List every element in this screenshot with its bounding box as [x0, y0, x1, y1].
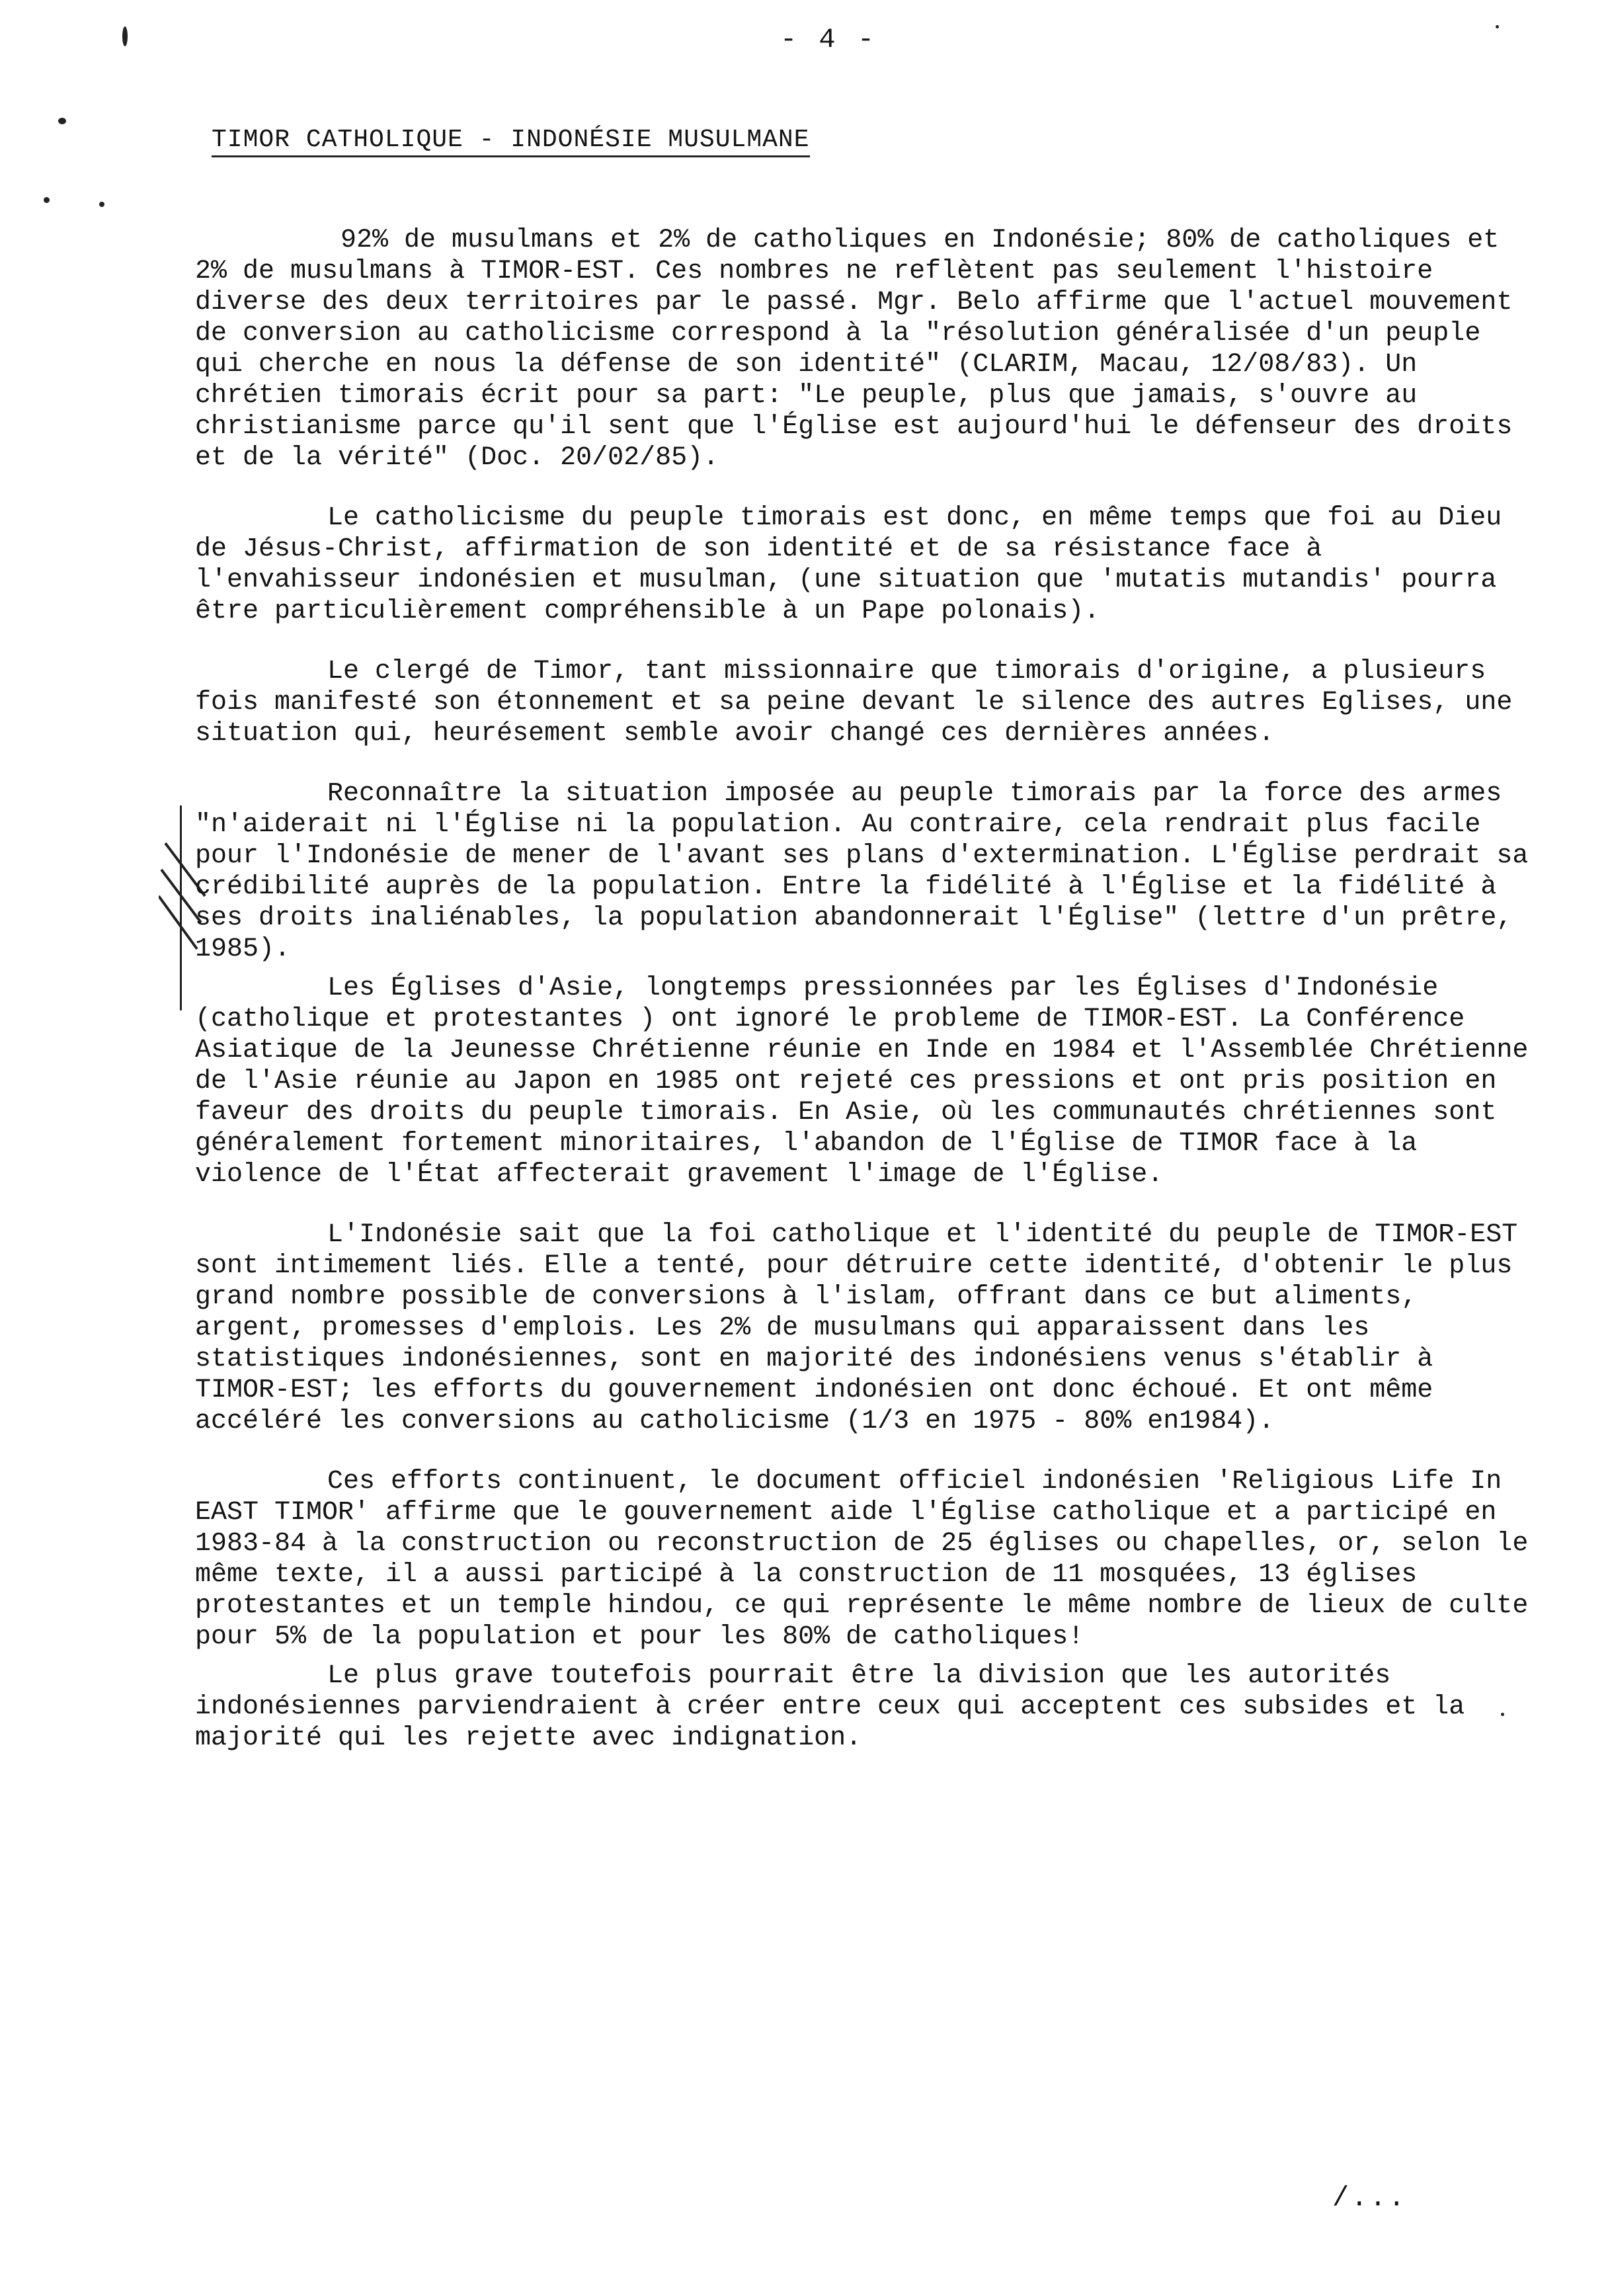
paragraph: Le clergé de Timor, tant missionnaire que timorais d'origine, a plusieurs fois manifesté son étonnement et sa peine devant le silence des autres Eglises, une situation qui, heurésement semble avoir changé ces dernières années. — [195, 657, 1513, 749]
paragraph: Reconnaître la situation imposée au peuple timorais par la force des armes "n'aiderait ni l'Église ni la population. Au contraire, cela rendrait plus facile pour l'Indonésie de mener de l'avant ses plans d'extermination. L'Église perdrait sa crédibilité auprès de la population. Entre la fidélité à l'Église et la fidélité à ses droits inaliénables, la population abandonnerait l'Église" (lettre d'un prêtre, 1985). — [195, 779, 1529, 964]
scan-speck — [99, 202, 104, 207]
continuation-mark: /... — [1332, 2182, 1407, 2214]
page-number: - 4 - — [780, 24, 877, 56]
document-body — [195, 225, 1537, 1754]
scan-speck — [122, 26, 128, 46]
paragraph: Le plus grave toutefois pourrait être la division que les autorités indonésiennes parviendraient à créer entre ceux qui acceptent ces subsides et la majorité qui les rejette avec indignation. — [195, 1661, 1465, 1753]
paragraph: Les Églises d'Asie, longtemps pressionnées par les Églises d'Indonésie (catholique et protestantes ) ont ignoré le probleme de TIMOR-EST. La Conférence Asiatique de la Jeunesse Chrétienne réunie en Inde en 1984 et l'Assemblée Chrétienne de l'Asie réunie au Japon en 1985 ont rejeté ces pressions et ont pris position en faveur des droits du peuple timorais. En Asie, où les communautés chrétiennes sont généralement fortement minoritaires, l'abandon de l'Église de TIMOR face à la violence de l'État affecterait gravement l'image de l'Église. — [195, 973, 1529, 1190]
scan-speck — [44, 197, 50, 203]
document-title: TIMOR CATHOLIQUE - INDONÉSIE MUSULMANE — [212, 126, 810, 157]
scan-speck — [1496, 25, 1499, 28]
paragraph: Le catholicisme du peuple timorais est donc, en même temps que foi au Dieu de Jésus-Christ, affirmation de son identité et de sa résistance face à l'envahisseur indonésien et musulman, (une situation que 'mutatis mutandis' pourra être particulièrement compréhensible à un Pape polonais). — [195, 503, 1502, 626]
paragraph: Ces efforts continuent, le document officiel indonésien 'Religious Life In EAST TIMOR' affirme que le gouvernement aide l'Église catholique et a participé en 1983-84 à la construction ou reconstruction de 25 églises ou chapelles, or, selon le même texte, il a aussi participé à la construction de 11 mosquées, 13 églises protestantes et un temple hindou, ce qui représente le même nombre de lieux de culte pour 5% de la population et pour les 80% de catholiques! — [195, 1467, 1529, 1652]
paragraph: 92% de musulmans et 2% de catholiques en Indonésie; 80% de catholiques et 2% de musulmans à TIMOR-EST. Ces nombres ne reflètent pas seulement l'histoire diverse des deux territoires par le passé. Mgr. Belo affirme que l'actuel mouvement de conversion au catholicisme correspond à la "résolution généralisée d'un peuple qui cherche en nous la défense de son identité" (CLARIM, Macau, 12/08/83). Un chrétien timorais écrit pour sa part: "Le peuple, plus que jamais, s'ouvre au christianisme parce qu'il sent que l'Église est aujourd'hui le défenseur des droits et de la vérité" (Doc. 20/02/85). — [195, 226, 1513, 473]
paragraph: L'Indonésie sait que la foi catholique et l'identité du peuple de TIMOR-EST sont intimement liés. Elle a tenté, pour détruire cette identité, d'obtenir le plus grand nombre possible de conversions à l'islam, offrant dans ce but aliments, argent, promesses d'emplois. Les 2% de musulmans qui apparaissent dans les statistiques indonésiennes, sont en majorité des indonésiens venus s'établir à TIMOR-EST; les efforts du gouvernement indonésien ont donc échoué. Et ont même accéléré les conversions au catholicisme (1/3 en 1975 - 80% en1984). — [195, 1220, 1518, 1436]
scan-speck — [58, 118, 66, 124]
